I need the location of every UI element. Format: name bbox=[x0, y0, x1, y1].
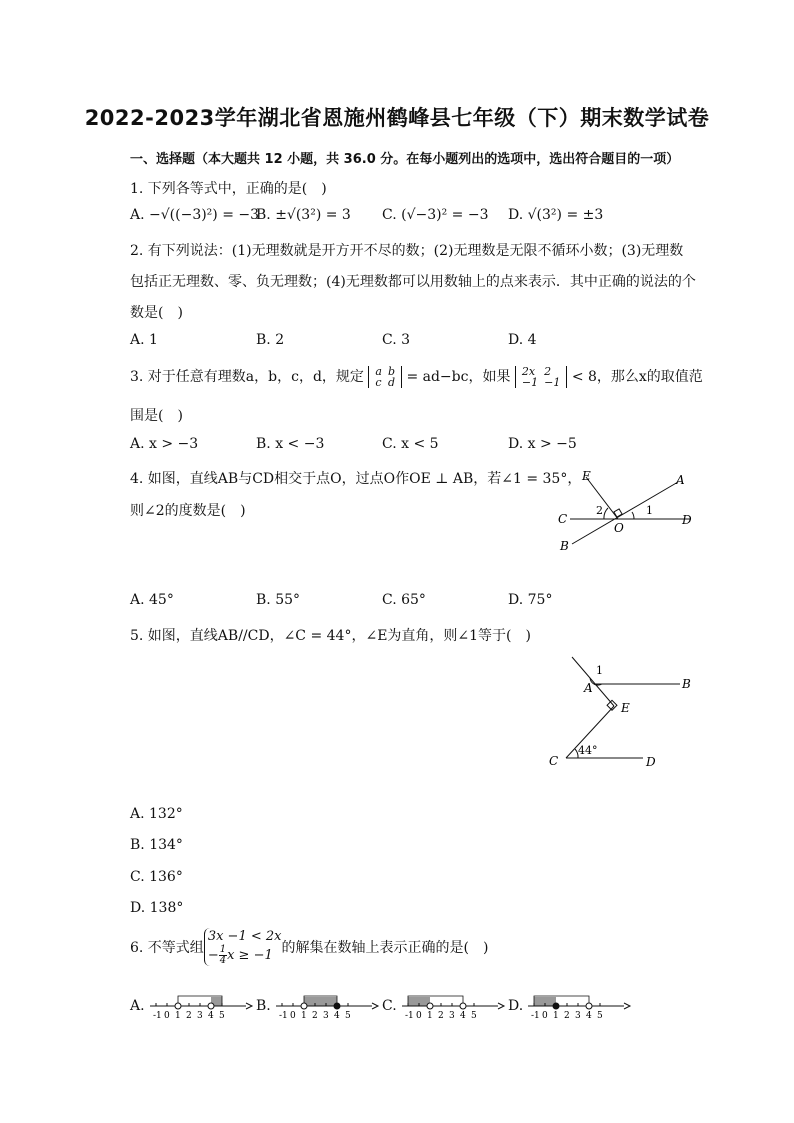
q2-option-d[interactable]: D. 4 bbox=[508, 332, 537, 348]
q4-line-2: 则∠2的度数是( ) bbox=[130, 503, 246, 519]
q3-option-a[interactable]: A. x > −3 bbox=[130, 436, 199, 452]
arrow-icon bbox=[246, 1003, 252, 1009]
tick-label: 4 bbox=[460, 1011, 466, 1021]
tick-label: 2 bbox=[186, 1011, 192, 1021]
q5-option-a[interactable]: A. 132° bbox=[130, 806, 183, 822]
tick-label: 3 bbox=[197, 1011, 203, 1021]
q3-option-b[interactable]: B. x < −3 bbox=[256, 436, 325, 452]
arrow-icon bbox=[372, 1003, 378, 1009]
q2-option-a[interactable]: A. 1 bbox=[130, 332, 158, 348]
q3-stem-pre: 3. 对于任意有理数a，b，c，d，规定 bbox=[130, 369, 364, 385]
q6-inequality-2: − $\frac{1}{4}$ x ≥ −1 bbox=[207, 944, 273, 966]
tick-label: 2 bbox=[312, 1011, 318, 1021]
tick-label: 5 bbox=[219, 1011, 225, 1021]
arrow-icon bbox=[624, 1003, 630, 1009]
tick-label: 0 bbox=[290, 1011, 296, 1021]
q3-determinant-def: a b c d bbox=[368, 366, 402, 388]
tick-label: 3 bbox=[575, 1011, 581, 1021]
q3-determinant-given: 2x 2 −1 −1 bbox=[515, 366, 567, 388]
tick-label: 4 bbox=[208, 1011, 214, 1021]
label-b: B bbox=[560, 539, 569, 553]
tick-label: 0 bbox=[416, 1011, 422, 1021]
q6-number: 6. 不等式组 bbox=[130, 940, 204, 956]
q6-number-line-d bbox=[528, 990, 638, 1022]
label-d: D bbox=[682, 513, 692, 527]
section-heading: 一、选择题（本大题共 12 小题，共 36.0 分。在每小题列出的选项中，选出符合题目的一项） bbox=[130, 152, 680, 167]
q4-option-c[interactable]: C. 65° bbox=[382, 592, 426, 608]
q2-option-b[interactable]: B. 2 bbox=[256, 332, 285, 348]
label-c: C bbox=[558, 512, 568, 526]
q6-option-c[interactable]: C. bbox=[382, 998, 397, 1014]
label-b: B bbox=[682, 677, 691, 691]
q4-figure bbox=[550, 462, 700, 557]
q6-inequality-1: 3x −1 < 2x bbox=[207, 929, 282, 944]
q3-stem bbox=[130, 366, 703, 388]
q2-option-c[interactable]: C. 3 bbox=[382, 332, 411, 348]
tick-label: -1 bbox=[405, 1011, 414, 1021]
label-angle-2: 2 bbox=[596, 504, 603, 517]
label-c: C bbox=[549, 754, 559, 768]
q4-option-a[interactable]: A. 45° bbox=[130, 592, 174, 608]
open-point bbox=[586, 1003, 592, 1009]
q4-line-1: 4. 如图，直线AB与CD相交于点O，过点O作OE ⊥ AB，若∠1 = 35°， bbox=[130, 471, 582, 487]
q2-line-1: 2. 有下列说法：(1)无理数就是开方开不尽的数；(2)无理数是无限不循环小数；(3)无理数 bbox=[130, 243, 684, 259]
q1-option-a[interactable]: A. −√((−3)²) = −3 bbox=[130, 207, 260, 223]
q3-option-c[interactable]: C. x < 5 bbox=[382, 436, 439, 452]
label-angle-44: 44° bbox=[578, 744, 598, 757]
q6-number-line-a bbox=[150, 990, 260, 1022]
q1-option-b[interactable]: B. ±√(3²) = 3 bbox=[256, 207, 351, 223]
tick-label: 4 bbox=[334, 1011, 340, 1021]
tick-label: 2 bbox=[564, 1011, 570, 1021]
tick-label: 5 bbox=[471, 1011, 477, 1021]
q1-option-d[interactable]: D. √(3²) = ±3 bbox=[508, 207, 604, 223]
open-point bbox=[175, 1003, 181, 1009]
tick-label: 1 bbox=[553, 1011, 559, 1021]
open-point bbox=[460, 1003, 466, 1009]
closed-point bbox=[553, 1003, 559, 1009]
label-o: O bbox=[614, 521, 624, 535]
tick-label: 0 bbox=[542, 1011, 548, 1021]
label-e: E bbox=[582, 469, 591, 483]
tick-label: 1 bbox=[301, 1011, 307, 1021]
line-through-a bbox=[572, 657, 614, 706]
tick-label: -1 bbox=[279, 1011, 288, 1021]
q6-stem-post: 的解集在数轴上表示正确的是( ) bbox=[281, 940, 489, 956]
closed-point bbox=[334, 1003, 340, 1009]
tick-label: 3 bbox=[323, 1011, 329, 1021]
q6-option-a[interactable]: A. bbox=[130, 998, 145, 1014]
solution-shade bbox=[304, 997, 337, 1006]
tick-label: 1 bbox=[427, 1011, 433, 1021]
q3-stem-mid: = ad−bc，如果 bbox=[406, 369, 511, 385]
tick-label: 1 bbox=[175, 1011, 181, 1021]
label-angle-1: 1 bbox=[646, 504, 653, 517]
open-point bbox=[427, 1003, 433, 1009]
q6-number-line-c bbox=[402, 990, 512, 1022]
tick-label: 2 bbox=[438, 1011, 444, 1021]
label-angle-1: 1 bbox=[596, 664, 603, 677]
q5-option-b[interactable]: B. 134° bbox=[130, 837, 183, 853]
open-point bbox=[208, 1003, 214, 1009]
label-a: A bbox=[584, 681, 593, 695]
line-ab bbox=[572, 482, 678, 544]
tick-label: 0 bbox=[164, 1011, 170, 1021]
label-a: A bbox=[676, 473, 685, 487]
q6-option-b[interactable]: B. bbox=[256, 998, 271, 1014]
tick-label: 5 bbox=[345, 1011, 351, 1021]
tick-label: 4 bbox=[586, 1011, 592, 1021]
q1-stem: 1. 下列各等式中，正确的是( ) bbox=[130, 181, 327, 197]
tick-label: -1 bbox=[153, 1011, 162, 1021]
page-title: 2022-2023学年湖北省恩施州鹤峰县七年级（下）期末数学试卷 bbox=[84, 106, 710, 130]
arrow-icon bbox=[498, 1003, 504, 1009]
q1-option-c[interactable]: C. (√−3)² = −3 bbox=[382, 207, 489, 223]
q3-option-d[interactable]: D. x > −5 bbox=[508, 436, 577, 452]
q5-stem: 5. 如图，直线AB//CD，∠C = 44°，∠E为直角，则∠1等于( ) bbox=[130, 628, 531, 644]
q4-option-d[interactable]: D. 75° bbox=[508, 592, 553, 608]
open-point bbox=[301, 1003, 307, 1009]
q5-option-c[interactable]: C. 136° bbox=[130, 869, 183, 885]
q4-option-b[interactable]: B. 55° bbox=[256, 592, 301, 608]
label-d: D bbox=[646, 755, 656, 769]
label-e: E bbox=[621, 701, 630, 715]
angle-1-arc bbox=[632, 512, 634, 519]
q5-figure bbox=[540, 650, 700, 775]
q6-number-line-b bbox=[276, 990, 386, 1022]
q6-option-d[interactable]: D. bbox=[508, 998, 524, 1014]
tick-label: -1 bbox=[531, 1011, 540, 1021]
q6-inequality-system bbox=[204, 928, 282, 966]
tick-label: 5 bbox=[597, 1011, 603, 1021]
q2-line-2: 包括正无理数、零、负无理数；(4)无理数都可以用数轴上的点来表示．其中正确的说法的个 bbox=[130, 274, 696, 290]
q2-line-3: 数是( ) bbox=[130, 305, 183, 321]
q5-option-d[interactable]: D. 138° bbox=[130, 900, 184, 916]
tick-label: 3 bbox=[449, 1011, 455, 1021]
q3-stem-post: < 8，那么x的取值范 bbox=[571, 369, 703, 385]
q6-stem bbox=[130, 928, 488, 966]
q3-line-2: 围是( ) bbox=[130, 408, 183, 424]
angle-2-arc bbox=[604, 508, 608, 519]
